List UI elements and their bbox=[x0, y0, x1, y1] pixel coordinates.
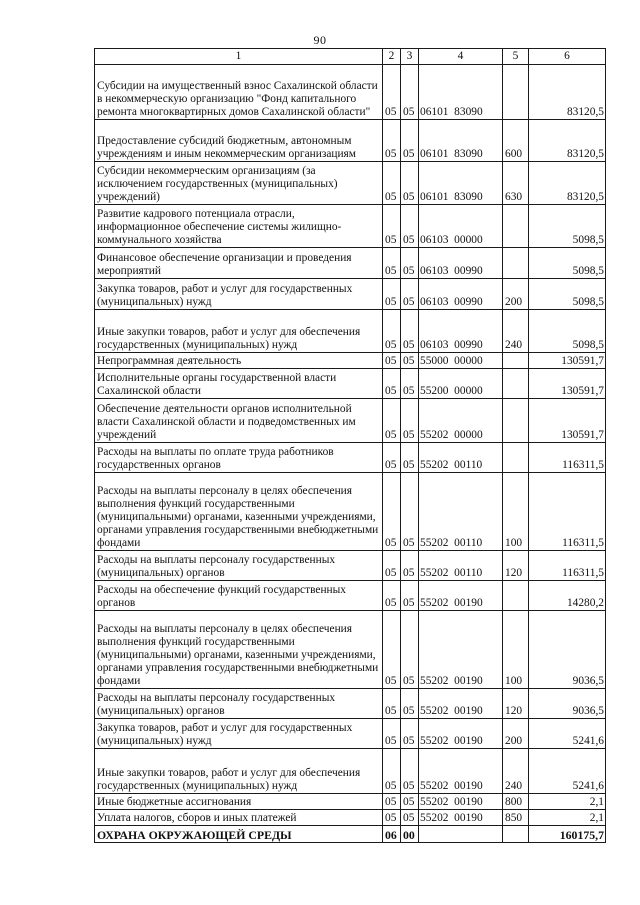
row-name: Расходы на выплаты персоналу в целях обеспечения выполнения функций государственными (муниципальными) органами, казенными учреждениями, органами управления государственными внебюджетными фондами bbox=[95, 473, 383, 551]
row-target-code: 55202 00190 bbox=[419, 719, 503, 749]
table-row bbox=[95, 749, 606, 794]
row-subsection: 05 bbox=[401, 689, 419, 719]
row-amount: 5098,5 bbox=[529, 279, 606, 310]
row-section: 05 bbox=[383, 279, 401, 310]
row-expense-type: 100 bbox=[503, 473, 529, 551]
row-target-code: 55202 00190 bbox=[419, 581, 503, 611]
row-subsection: 05 bbox=[401, 719, 419, 749]
row-amount: 116311,5 bbox=[529, 443, 606, 473]
row-name: Финансовое обеспечение организации и проведения мероприятий bbox=[95, 248, 383, 279]
row-section: 05 bbox=[383, 794, 401, 810]
row-target-code: 06103 00990 bbox=[419, 279, 503, 310]
row-section: 05 bbox=[383, 749, 401, 794]
section-total-row bbox=[95, 826, 606, 843]
table-row bbox=[95, 279, 606, 310]
row-expense-type bbox=[503, 581, 529, 611]
table-row bbox=[95, 611, 606, 689]
row-section: 05 bbox=[383, 120, 401, 162]
table-row bbox=[95, 353, 606, 369]
row-subsection: 05 bbox=[401, 473, 419, 551]
row-target-code: 55202 00110 bbox=[419, 473, 503, 551]
row-name: Субсидии некоммерческим организациям (за исключением государственных (муниципальных) учреждений) bbox=[95, 162, 383, 205]
row-amount: 83120,5 bbox=[529, 120, 606, 162]
row-target-code: 06101 83090 bbox=[419, 65, 503, 120]
row-subsection: 05 bbox=[401, 279, 419, 310]
row-target-code: 55202 00110 bbox=[419, 443, 503, 473]
row-expense-type bbox=[503, 205, 529, 248]
row-name: Иные закупки товаров, работ и услуг для обеспечения государственных (муниципальных) нужд bbox=[95, 749, 383, 794]
row-section: 06 bbox=[383, 826, 401, 843]
row-expense-type: 200 bbox=[503, 719, 529, 749]
table-row bbox=[95, 65, 606, 120]
table-row bbox=[95, 399, 606, 443]
row-amount: 9036,5 bbox=[529, 611, 606, 689]
row-subsection: 05 bbox=[401, 611, 419, 689]
row-subsection: 05 bbox=[401, 120, 419, 162]
row-subsection: 05 bbox=[401, 353, 419, 369]
row-expense-type: 240 bbox=[503, 310, 529, 353]
row-amount: 83120,5 bbox=[529, 162, 606, 205]
row-section: 05 bbox=[383, 162, 401, 205]
row-subsection: 05 bbox=[401, 551, 419, 581]
row-subsection: 05 bbox=[401, 399, 419, 443]
row-section: 05 bbox=[383, 719, 401, 749]
row-section: 05 bbox=[383, 810, 401, 826]
row-section: 05 bbox=[383, 473, 401, 551]
row-target-code: 55000 00000 bbox=[419, 353, 503, 369]
row-name: Расходы на выплаты персоналу в целях обеспечения выполнения функций государственными (муниципальными) органами, казенными учреждениями, органами управления государственными внебюджетными фондами bbox=[95, 611, 383, 689]
row-expense-type: 120 bbox=[503, 551, 529, 581]
row-expense-type bbox=[503, 65, 529, 120]
row-target-code: 55202 00190 bbox=[419, 810, 503, 826]
row-target-code bbox=[419, 826, 503, 843]
row-expense-type: 240 bbox=[503, 749, 529, 794]
row-section: 05 bbox=[383, 689, 401, 719]
row-expense-type: 100 bbox=[503, 611, 529, 689]
row-amount: 116311,5 bbox=[529, 473, 606, 551]
row-amount: 5098,5 bbox=[529, 205, 606, 248]
row-name: Обеспечение деятельности органов исполнительной власти Сахалинской области и подведомственных им учреждений bbox=[95, 399, 383, 443]
row-expense-type: 800 bbox=[503, 794, 529, 810]
row-target-code: 06101 83090 bbox=[419, 120, 503, 162]
row-expense-type bbox=[503, 443, 529, 473]
table-row bbox=[95, 689, 606, 719]
row-subsection: 05 bbox=[401, 581, 419, 611]
table-row bbox=[95, 162, 606, 205]
row-section: 05 bbox=[383, 369, 401, 399]
row-target-code: 06103 00990 bbox=[419, 248, 503, 279]
row-section: 05 bbox=[383, 551, 401, 581]
row-subsection: 05 bbox=[401, 65, 419, 120]
row-name: Иные закупки товаров, работ и услуг для обеспечения государственных (муниципальных) нужд bbox=[95, 310, 383, 353]
table-row bbox=[95, 581, 606, 611]
row-expense-type: 120 bbox=[503, 689, 529, 719]
row-subsection: 05 bbox=[401, 749, 419, 794]
row-amount: 83120,5 bbox=[529, 65, 606, 120]
page-number: 90 bbox=[313, 33, 327, 47]
row-subsection: 05 bbox=[401, 162, 419, 205]
row-name: Исполнительные органы государственной власти Сахалинской области bbox=[95, 369, 383, 399]
table-row bbox=[95, 120, 606, 162]
row-subsection: 05 bbox=[401, 248, 419, 279]
row-expense-type bbox=[503, 353, 529, 369]
row-target-code: 55202 00000 bbox=[419, 399, 503, 443]
row-target-code: 06101 83090 bbox=[419, 162, 503, 205]
row-section: 05 bbox=[383, 310, 401, 353]
budget-table bbox=[94, 48, 606, 843]
row-name: Расходы на обеспечение функций государственных органов bbox=[95, 581, 383, 611]
row-target-code: 06103 00000 bbox=[419, 205, 503, 248]
row-amount: 130591,7 bbox=[529, 399, 606, 443]
header-expense-type: 5 bbox=[503, 49, 529, 65]
row-section: 05 bbox=[383, 353, 401, 369]
row-target-code: 55202 00190 bbox=[419, 749, 503, 794]
row-name: Предоставление субсидий бюджетным, автономным учреждениям и иным некоммерческим организациям bbox=[95, 120, 383, 162]
row-subsection: 05 bbox=[401, 810, 419, 826]
header-subsection: 3 bbox=[401, 49, 419, 65]
row-name: Уплата налогов, сборов и иных платежей bbox=[95, 810, 383, 826]
row-section: 05 bbox=[383, 65, 401, 120]
row-name: Развитие кадрового потенциала отрасли, информационное обеспечение системы жилищно-коммунального хозяйства bbox=[95, 205, 383, 248]
row-amount: 5098,5 bbox=[529, 248, 606, 279]
row-amount: 130591,7 bbox=[529, 353, 606, 369]
header-target-code: 4 bbox=[419, 49, 503, 65]
table-row bbox=[95, 310, 606, 353]
section-title: ОХРАНА ОКРУЖАЮЩЕЙ СРЕДЫ bbox=[95, 826, 383, 843]
header-name: 1 bbox=[95, 49, 383, 65]
table-row bbox=[95, 473, 606, 551]
row-subsection: 05 bbox=[401, 794, 419, 810]
row-name: Иные бюджетные ассигнования bbox=[95, 794, 383, 810]
row-amount: 5241,6 bbox=[529, 719, 606, 749]
row-expense-type bbox=[503, 248, 529, 279]
row-name: Расходы на выплаты персоналу государственных (муниципальных) органов bbox=[95, 551, 383, 581]
row-target-code: 06103 00990 bbox=[419, 310, 503, 353]
row-amount: 2,1 bbox=[529, 794, 606, 810]
row-name: Непрограммная деятельность bbox=[95, 353, 383, 369]
row-subsection: 05 bbox=[401, 443, 419, 473]
row-section: 05 bbox=[383, 399, 401, 443]
table-row bbox=[95, 205, 606, 248]
row-expense-type bbox=[503, 826, 529, 843]
header-amount: 6 bbox=[529, 49, 606, 65]
row-section: 05 bbox=[383, 443, 401, 473]
row-section: 05 bbox=[383, 611, 401, 689]
table-row bbox=[95, 810, 606, 826]
row-amount: 5098,5 bbox=[529, 310, 606, 353]
row-target-code: 55202 00110 bbox=[419, 551, 503, 581]
table-header-row bbox=[95, 49, 606, 65]
row-name: Закупка товаров, работ и услуг для государственных (муниципальных) нужд bbox=[95, 279, 383, 310]
table-row bbox=[95, 551, 606, 581]
row-expense-type: 850 bbox=[503, 810, 529, 826]
row-amount: 116311,5 bbox=[529, 551, 606, 581]
table-row bbox=[95, 443, 606, 473]
row-section: 05 bbox=[383, 205, 401, 248]
row-section: 05 bbox=[383, 581, 401, 611]
table-row bbox=[95, 369, 606, 399]
row-amount: 9036,5 bbox=[529, 689, 606, 719]
row-amount: 5241,6 bbox=[529, 749, 606, 794]
table-row bbox=[95, 719, 606, 749]
row-subsection: 00 bbox=[401, 826, 419, 843]
row-expense-type bbox=[503, 369, 529, 399]
row-expense-type: 600 bbox=[503, 120, 529, 162]
row-target-code: 55202 00190 bbox=[419, 689, 503, 719]
row-name: Расходы на выплаты персоналу государственных (муниципальных) органов bbox=[95, 689, 383, 719]
row-target-code: 55200 00000 bbox=[419, 369, 503, 399]
row-section: 05 bbox=[383, 248, 401, 279]
header-section: 2 bbox=[383, 49, 401, 65]
row-name: Закупка товаров, работ и услуг для государственных (муниципальных) нужд bbox=[95, 719, 383, 749]
table-row bbox=[95, 248, 606, 279]
row-subsection: 05 bbox=[401, 369, 419, 399]
row-amount: 2,1 bbox=[529, 810, 606, 826]
row-expense-type: 200 bbox=[503, 279, 529, 310]
row-expense-type bbox=[503, 399, 529, 443]
row-amount: 130591,7 bbox=[529, 369, 606, 399]
row-subsection: 05 bbox=[401, 205, 419, 248]
row-name: Расходы на выплаты по оплате труда работников государственных органов bbox=[95, 443, 383, 473]
row-expense-type: 630 bbox=[503, 162, 529, 205]
row-subsection: 05 bbox=[401, 310, 419, 353]
row-amount: 14280,2 bbox=[529, 581, 606, 611]
row-target-code: 55202 00190 bbox=[419, 794, 503, 810]
row-amount: 160175,7 bbox=[529, 826, 606, 843]
table-row bbox=[95, 794, 606, 810]
row-name: Субсидии на имущественный взнос Сахалинской области в некоммерческую организацию "Фонд капитального ремонта многоквартирных домов Сахалинской области" bbox=[95, 65, 383, 120]
row-target-code: 55202 00190 bbox=[419, 611, 503, 689]
